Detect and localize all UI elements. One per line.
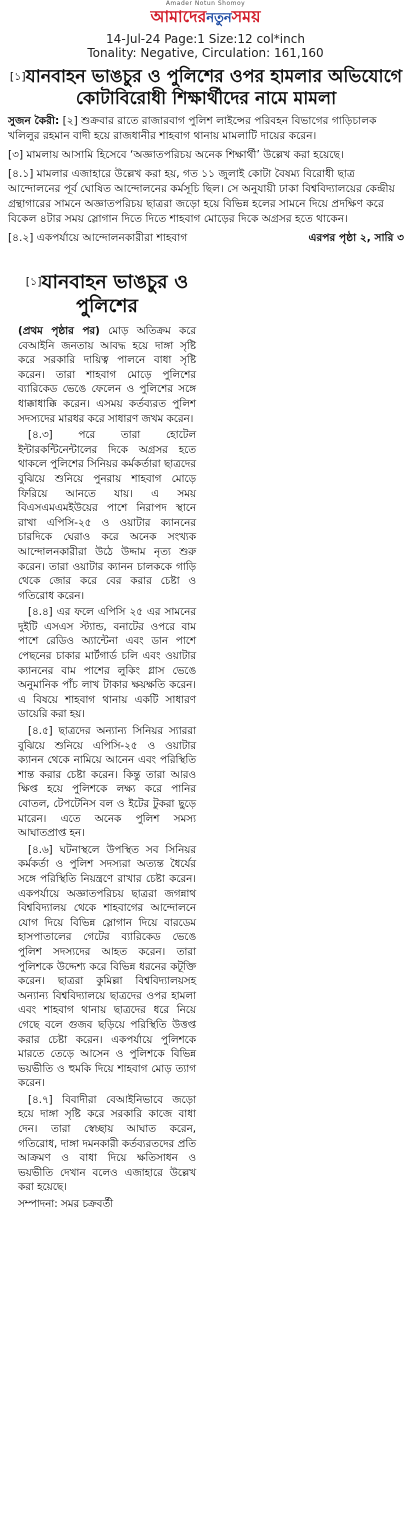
continuation-article: [18, 270, 196, 1212]
paragraph-3: [৩] মামলায় আসামি হিসেবে ‘অজ্ঞাতপরিচয় অনেক শিক্ষার্থী’ উল্লেখ করা হয়েছে।: [8, 149, 344, 161]
logo-word-3: সময়: [231, 7, 261, 26]
front-page-article: [8, 66, 404, 246]
paragraph: [18, 324, 196, 426]
logo-word-1: আমাদের: [150, 7, 207, 26]
paragraph-4-5: [৪.৫] ছাত্রদের অন্যান্য সিনিয়র স্যাররা বুঝিয়ে শুনিয়ে এপিসি-২৫ ও ওয়াটার ক্যানন থেকে নামিয়ে আনেন এবং পরিস্থিতি শান্ত করার চেষ্টা করেন। কিন্তু তারা আরও ক্ষিপ্ত হয়ে পুলিশকে লক্ষ্য করে পানির বোতল, টেপটেনিস বল ও ইটের টুকরা ছুড়ে মারেন। এতে অনেক পুলিশ সমস্য আঘাতপ্রাপ্ত হন।: [18, 725, 196, 840]
continuation-marker: [১]: [25, 275, 42, 288]
jump-reference: এরপর পৃষ্ঠা ২, সারি ৩: [308, 232, 404, 244]
masthead: [0, 0, 411, 26]
article-headline: [8, 66, 404, 110]
headline-text: যানবাহন ভাঙচুর ও পুলিশের ওপর হামলার অভিযোগে কোটাবিরোধী শিক্ষার্থীদের নামে মামলা: [25, 67, 403, 109]
meta-line-tonality: Tonality: Negative, Circulation: 161,160: [87, 46, 324, 60]
byline: সুজন কৈরী:: [8, 115, 60, 127]
masthead-tagline: Amader Notun Shomoy: [165, 0, 246, 7]
editor-credit: সম্পাদনা: সমর চক্রবর্তী: [18, 1198, 114, 1211]
article-body: [8, 114, 404, 246]
paragraph-lead-text: মোড় অতিক্রম করে বেআইনি জনতায় আবদ্ধ হয়ে দাঙ্গা সৃষ্টি করে সরকারি দায়িত্ব পালনে বাধা সৃষ্টি করেন। তারা শাহবাগ মোড়ে পুলিশের ব্যারিকেড ভেঙে ফেলেন ও পুলিশের সঙ্গে ধাক্কাধাক্কি করেন। এসময় কর্তব্যরত পুলিশ সদস্যদের মারধর করে সাধারণ জখম করেন।: [18, 325, 197, 425]
continued-from-label: (প্রথম পৃষ্ঠার পর): [18, 325, 100, 337]
paragraph-2: [২] শুক্রবার রাতে রাজারবাগ পুলিশ লাইন্সের পরিবহন বিভাগের গাড়িচালক খলিলুর রহমান বাদী হয়ে রাজধানীর শাহবাগ থানায় মামলাটি দায়ের করেন।: [8, 115, 377, 142]
paragraph-4-6: [৪.৬] ঘটনাস্থলে উপস্থিত সব সিনিয়র কর্মকর্তা ও পুলিশ সদস্যরা অত্যন্ত ধৈর্যের সঙ্গে পরিস্থিতি নিয়ন্ত্রণে রাখার চেষ্টা করেন। একপর্যায়ে অজ্ঞাতপরিচয় ছাত্ররা জগন্নাথ বিশ্ববিদ্যালয় থেকে শাহবাগের আন্দোলনে যোগ দিয়ে বিভিন্ন স্লোগান দিয়ে বারডেম হাসপাতালের গেটের ব্যারিকেড ভেঙে পুলিশ সদস্যদের আহত করেন। তারা পুলিশকে উদ্দেশ্য করে বিভিন্ন ধরনের কটূক্তি করেন। ছাত্ররা কুমিল্লা বিশ্ববিদ্যালয়সহ অন্যান্য বিশ্ববিদ্যালয়ে ছাত্রদের ওপর হামলা এবং শাহবাগ থানায় ছাত্রদের ধরে নিয়ে গেছে বলে গুজব ছড়িয়ে পরিস্থিতি উত্তপ্ত করার চেষ্টা করেন। একপর্যায়ে পুলিশকে মারতে তেড়ে আসেন ও পুলিশকে বিভিন্ন ভয়ভীতি ও হুমকি দিয়ে শাহবাগ মোড় ত্যাগ করেন।: [18, 843, 196, 1090]
continuation-body: [18, 324, 196, 1195]
paragraph-4-3: [৪.৩] পরে তারা হোটেল ইন্টারকন্টিনেন্টালের দিকে অগ্রসর হতে থাকলে পুলিশের সিনিয়র কর্মকর্তারা ছাত্রদের বুঝিয়ে শুনিয়ে পুনরায় শাহবাগ মোড়ে ফিরিয়ে আনতে যায়। এ সময় বিএসএমএমইউয়ের পাশে নিরাপদ স্থানে রাখা এপিসি-২৫ ও ওয়াটার ক্যাননের চারদিকে ঘেরাও করে অনেক সংখ্যক আন্দোলনকারীরা উঠে উদ্দাম নৃত্য শুরু করেন। তারা ওয়াটার ক্যানন চালককে গাড়ি থেকে জোর করে বের করার চেষ্টা ও গতিরোধ করেন।: [18, 429, 196, 602]
paragraph: [8, 114, 404, 144]
clipping-meta: [0, 32, 411, 60]
paragraph-4-1: [৪.১] মামলার এজাহারে উল্লেখ করা হয়, গত ১১ জুলাই কোটা বৈষম্য বিরোধী ছাত্র আন্দোলনের পূর্ব ঘোষিত আন্দোলনের কর্মসূচি ছিল। সে অনুযায়ী ঢাকা বিশ্ববিদ্যালয়ের কেন্দ্রীয় গ্রন্থাগারের সামনে অজ্ঞাতপরিচয় ছাত্ররা জড়ো হয়ে বিভিন্ন হলের সামনে দিয়ে প্রদক্ষিণ করে বিকেল ৪টার সময় স্লোগান দিতে দিতে শাহবাগ মোড়ের দিকে অগ্রসর হতে থাকেন।: [8, 168, 395, 225]
continuation-row: [8, 231, 404, 246]
newspaper-logo: [151, 9, 261, 27]
headline-marker: [১]: [9, 70, 26, 83]
paragraph-4-4: [৪.৪] এর ফলে এপিসি ২৫ এর সামনের দুইটি এসএস স্ট্যান্ড, বনাটের ওপরে বাম পাশে রেডিও অ্যান্টেনা এবং ডান পাশে পেছনের চাকার মার্টগার্ড চলি এবং ওয়াটার ক্যাননের বাম পাশের লুকিং গ্লাস ভেঙে অনুমানিক পাঁচ লাখ টাকার ক্ষয়ক্ষতি করেন। এ বিষয়ে শাহবাগ থানায় একটি সাধারণ ডায়েরি করা হয়।: [18, 606, 196, 721]
continuation-headline: [18, 270, 196, 318]
paragraph-4-2: [৪.২] একপর্যায়ে আন্দোলনকারীরা শাহবাগ: [8, 232, 188, 244]
logo-word-2: নতুন: [206, 11, 232, 26]
paragraph-4-7: [৪.৭] বিবাদীরা বেআইনিভাবে জড়ো হয়ে দাঙ্গা সৃষ্টি করে সরকারি কাজে বাধা দেন। তারা স্বেচ্ছায় আঘাত করেন, গতিরোধ, দাঙ্গা দমনকারী কর্তব্যরতদের প্রতি আক্রমণ ও বাধা দিয়ে ক্ষতিসাধন ও ভয়ভীতি দেখান বলেও এজাহারে উল্লেখ করা হয়েছে।: [18, 1093, 196, 1194]
continuation-headline-text: যানবাহন ভাঙচুর ও পুলিশের: [41, 271, 189, 317]
meta-line-date-size: 14-Jul-24 Page:1 Size:12 col*inch: [106, 32, 305, 46]
